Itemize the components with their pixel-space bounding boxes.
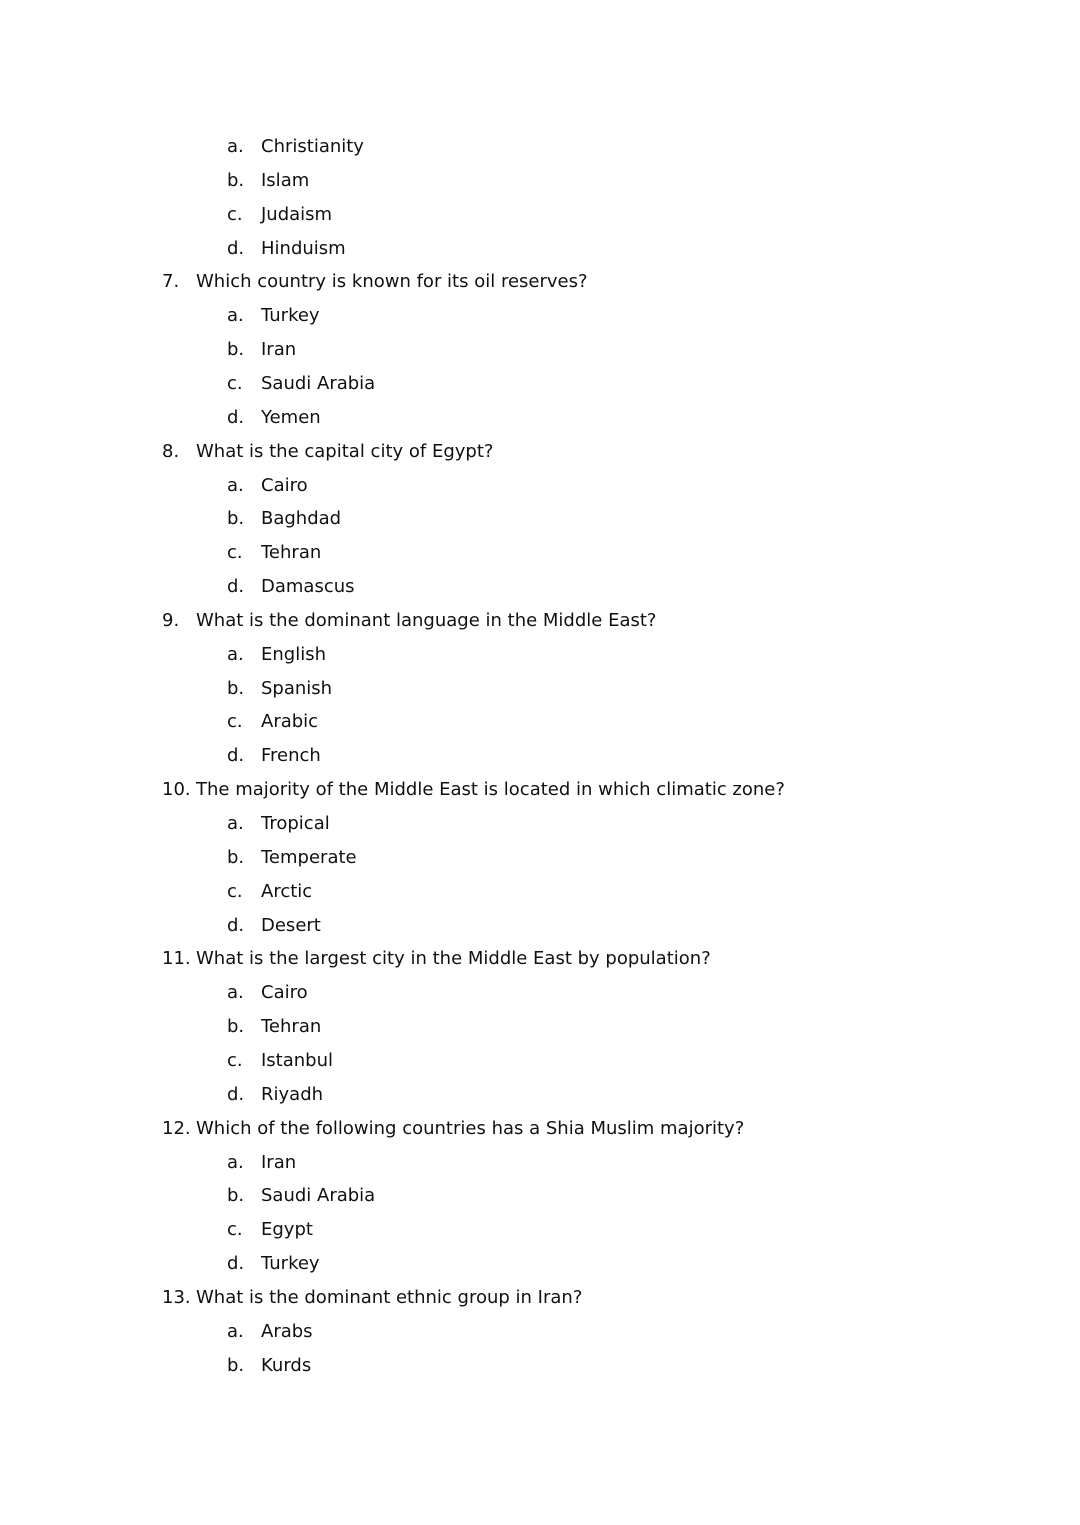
question-text: What is the largest city in the Middle East by population? [196, 948, 711, 969]
answer-option [227, 198, 332, 232]
option-letter: d. [227, 1084, 245, 1105]
answer-option [227, 909, 321, 943]
question-line [162, 942, 711, 976]
question-line [162, 1112, 744, 1146]
answer-option [227, 130, 364, 164]
question-text: What is the dominant language in the Middle East? [196, 610, 657, 631]
question-number: 8. [162, 441, 180, 462]
question-line [162, 265, 588, 299]
question-text: Which of the following countries has a Shia Muslim majority? [196, 1118, 745, 1139]
option-text: Saudi Arabia [261, 1185, 376, 1206]
option-text: Temperate [261, 847, 357, 868]
answer-option [227, 367, 375, 401]
option-letter: d. [227, 915, 245, 936]
answer-option [227, 638, 326, 672]
answer-option [227, 232, 346, 266]
option-letter: a. [227, 982, 244, 1003]
option-text: Cairo [261, 475, 308, 496]
question-number: 9. [162, 610, 180, 631]
question-number: 11. [162, 948, 191, 969]
question-line [162, 435, 493, 469]
option-text: Desert [261, 915, 321, 936]
question-number: 7. [162, 271, 180, 292]
option-text: Hinduism [261, 238, 346, 259]
answer-option [227, 536, 321, 570]
option-letter: a. [227, 136, 244, 157]
question-number: 12. [162, 1118, 191, 1139]
answer-option [227, 807, 330, 841]
option-letter: a. [227, 813, 244, 834]
option-letter: b. [227, 339, 245, 360]
option-text: Tehran [261, 542, 322, 563]
option-text: Kurds [261, 1355, 312, 1376]
question-number: 10. [162, 779, 191, 800]
answer-option [227, 164, 309, 198]
answer-option [227, 1146, 296, 1180]
option-text: Tehran [261, 1016, 322, 1037]
option-text: Iran [261, 339, 297, 360]
option-text: Islam [261, 170, 310, 191]
option-text: Arabic [261, 711, 319, 732]
question-line [162, 604, 656, 638]
option-letter: d. [227, 745, 245, 766]
answer-option [227, 739, 321, 773]
answer-option [227, 1044, 333, 1078]
option-letter: a. [227, 475, 244, 496]
option-text: Iran [261, 1152, 297, 1173]
option-letter: a. [227, 1152, 244, 1173]
option-letter: b. [227, 1355, 245, 1376]
answer-option [227, 1247, 320, 1281]
option-text: Baghdad [261, 508, 342, 529]
answer-option [227, 570, 355, 604]
option-text: Saudi Arabia [261, 373, 376, 394]
option-letter: d. [227, 1253, 245, 1274]
option-letter: a. [227, 644, 244, 665]
question-text: Which country is known for its oil reserves? [196, 271, 588, 292]
answer-option [227, 705, 318, 739]
option-text: Christianity [261, 136, 364, 157]
answer-option [227, 841, 357, 875]
option-text: Turkey [261, 1253, 320, 1274]
option-text: English [261, 644, 326, 665]
answer-option [227, 401, 321, 435]
question-text: The majority of the Middle East is located in which climatic zone? [196, 779, 785, 800]
option-text: Spanish [261, 678, 333, 699]
option-letter: c. [227, 204, 243, 225]
answer-option [227, 1349, 311, 1383]
question-number: 13. [162, 1287, 191, 1308]
option-text: Arabs [261, 1321, 313, 1342]
option-letter: c. [227, 881, 243, 902]
option-letter: b. [227, 847, 245, 868]
option-text: Damascus [261, 576, 355, 597]
answer-option [227, 1213, 313, 1247]
option-text: Istanbul [261, 1050, 334, 1071]
option-letter: d. [227, 407, 245, 428]
option-text: Yemen [261, 407, 321, 428]
option-letter: d. [227, 238, 245, 259]
answer-option [227, 1315, 313, 1349]
answer-option [227, 875, 312, 909]
option-letter: c. [227, 1219, 243, 1240]
option-letter: c. [227, 1050, 243, 1071]
option-letter: b. [227, 508, 245, 529]
option-text: Arctic [261, 881, 313, 902]
option-text: French [261, 745, 321, 766]
question-line [162, 773, 785, 807]
option-text: Tropical [261, 813, 330, 834]
answer-option [227, 299, 320, 333]
option-text: Turkey [261, 305, 320, 326]
answer-option [227, 672, 332, 706]
option-letter: b. [227, 1185, 245, 1206]
option-letter: c. [227, 542, 243, 563]
option-letter: d. [227, 576, 245, 597]
option-letter: a. [227, 305, 244, 326]
option-text: Judaism [261, 204, 333, 225]
option-letter: c. [227, 373, 243, 394]
answer-option [227, 1010, 321, 1044]
question-text: What is the dominant ethnic group in Iran? [196, 1287, 583, 1308]
option-letter: b. [227, 678, 245, 699]
answer-option [227, 469, 308, 503]
option-letter: c. [227, 711, 243, 732]
option-letter: b. [227, 170, 245, 191]
answer-option [227, 1179, 375, 1213]
option-letter: b. [227, 1016, 245, 1037]
answer-option [227, 333, 296, 367]
option-text: Egypt [261, 1219, 313, 1240]
answer-option [227, 1078, 323, 1112]
answer-option [227, 976, 308, 1010]
option-letter: a. [227, 1321, 244, 1342]
question-line [162, 1281, 582, 1315]
option-text: Riyadh [261, 1084, 324, 1105]
question-text: What is the capital city of Egypt? [196, 441, 494, 462]
answer-option [227, 502, 341, 536]
option-text: Cairo [261, 982, 308, 1003]
